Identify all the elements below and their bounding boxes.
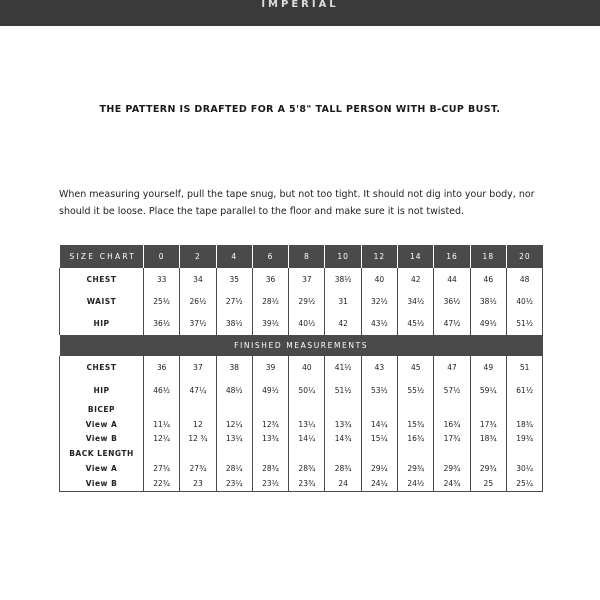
size-header: 8 bbox=[289, 245, 325, 268]
table-cell: 45½ bbox=[398, 312, 434, 335]
table-cell: 13¾ bbox=[325, 417, 361, 431]
table-row-bicep-view-b bbox=[60, 431, 543, 446]
table-cell: 27¾ bbox=[180, 461, 216, 476]
table-cell: 36½ bbox=[144, 312, 180, 335]
table-cell: 38 bbox=[216, 356, 252, 379]
table-row-chest bbox=[60, 268, 543, 290]
table-cell: 16¾ bbox=[398, 431, 434, 446]
table-cell: 28¾ bbox=[289, 461, 325, 476]
row-label: CHEST bbox=[60, 356, 144, 379]
table-cell: 47 bbox=[434, 356, 470, 379]
table-cell: 38½ bbox=[470, 290, 506, 312]
table-cell: 24 bbox=[325, 476, 361, 492]
table-cell: 12¾ bbox=[252, 417, 288, 431]
table-cell: 27½ bbox=[216, 290, 252, 312]
table-cell: 43 bbox=[361, 356, 397, 379]
table-cell bbox=[180, 402, 216, 417]
table-cell: 25½ bbox=[144, 290, 180, 312]
table-cell: 50¼ bbox=[289, 379, 325, 402]
table-cell: 35 bbox=[216, 268, 252, 290]
finished-measurements bbox=[60, 356, 543, 492]
row-label: View A bbox=[60, 417, 144, 431]
size-header: 2 bbox=[180, 245, 216, 268]
table-cell: 31 bbox=[325, 290, 361, 312]
table-cell: 29½ bbox=[289, 290, 325, 312]
table-cell bbox=[180, 446, 216, 461]
row-label: View A bbox=[60, 461, 144, 476]
table-cell: 27¾ bbox=[144, 461, 180, 476]
table-cell: 23 bbox=[180, 476, 216, 492]
table-cell bbox=[216, 446, 252, 461]
table-cell: 12 bbox=[180, 417, 216, 431]
table-cell: 59¼ bbox=[470, 379, 506, 402]
table-cell: 37 bbox=[289, 268, 325, 290]
size-header: 18 bbox=[470, 245, 506, 268]
table-cell bbox=[470, 446, 506, 461]
table-cell bbox=[398, 402, 434, 417]
table-cell bbox=[144, 402, 180, 417]
row-label: View B bbox=[60, 476, 144, 492]
table-cell: 23¼ bbox=[216, 476, 252, 492]
row-label: View B bbox=[60, 431, 144, 446]
size-header: 10 bbox=[325, 245, 361, 268]
table-cell: 13¾ bbox=[252, 431, 288, 446]
table-cell: 24¾ bbox=[434, 476, 470, 492]
table-cell bbox=[289, 446, 325, 461]
table-cell: 38½ bbox=[325, 268, 361, 290]
measuring-instructions: When measuring yourself, pull the tape snug, but not too tight. It should not dig into your body, nor should it be loose. Place the tape parallel to the floor and make sure it is not twisted. bbox=[59, 189, 535, 217]
table-cell: 48 bbox=[506, 268, 542, 290]
table-cell: 41½ bbox=[325, 356, 361, 379]
table-cell bbox=[398, 446, 434, 461]
table-cell: 40 bbox=[361, 268, 397, 290]
table-cell: 42 bbox=[398, 268, 434, 290]
table-cell: 40½ bbox=[506, 290, 542, 312]
table-cell: 29¾ bbox=[398, 461, 434, 476]
size-header: 0 bbox=[144, 245, 180, 268]
table-cell: 46 bbox=[470, 268, 506, 290]
table-cell: 39 bbox=[252, 356, 288, 379]
table-cell: 49½ bbox=[252, 379, 288, 402]
size-header: 4 bbox=[216, 245, 252, 268]
table-row-back-length-view-a bbox=[60, 461, 543, 476]
table-cell: 12¼ bbox=[216, 417, 252, 431]
table-cell bbox=[506, 402, 542, 417]
table-cell: 33 bbox=[144, 268, 180, 290]
table-cell: 26½ bbox=[180, 290, 216, 312]
table-cell: 37½ bbox=[180, 312, 216, 335]
table-cell: 42 bbox=[325, 312, 361, 335]
top-banner bbox=[0, 0, 600, 26]
table-cell: 14¾ bbox=[325, 431, 361, 446]
table-cell: 43½ bbox=[361, 312, 397, 335]
size-chart-table bbox=[59, 245, 543, 492]
table-cell: 36½ bbox=[434, 290, 470, 312]
table-cell: 24¼ bbox=[361, 476, 397, 492]
table-cell: 18¾ bbox=[470, 431, 506, 446]
table-cell: 40½ bbox=[289, 312, 325, 335]
row-label: BACK LENGTH bbox=[60, 446, 144, 461]
table-cell: 34½ bbox=[398, 290, 434, 312]
table-cell: 32½ bbox=[361, 290, 397, 312]
table-cell: 38½ bbox=[216, 312, 252, 335]
table-cell bbox=[434, 446, 470, 461]
table-cell: 34 bbox=[180, 268, 216, 290]
pattern-headline: THE PATTERN IS DRAFTED FOR A 5'8" TALL PERSON WITH B-CUP BUST. bbox=[99, 104, 501, 115]
row-label: HIP bbox=[60, 379, 144, 402]
table-row-bicep-heading bbox=[60, 402, 543, 417]
table-cell bbox=[325, 446, 361, 461]
table-cell: 25¼ bbox=[506, 476, 542, 492]
table-cell: 29¾ bbox=[434, 461, 470, 476]
size-chart-label: SIZE CHART bbox=[60, 245, 144, 268]
table-cell: 49 bbox=[470, 356, 506, 379]
table-cell: 29¼ bbox=[361, 461, 397, 476]
table-cell bbox=[216, 402, 252, 417]
table-cell bbox=[361, 402, 397, 417]
table-cell: 46½ bbox=[144, 379, 180, 402]
table-cell: 49½ bbox=[470, 312, 506, 335]
table-row-finished-hip bbox=[60, 379, 543, 402]
table-cell: 24½ bbox=[398, 476, 434, 492]
table-row-hip bbox=[60, 312, 543, 335]
table-cell: 30¼ bbox=[506, 461, 542, 476]
size-header: 6 bbox=[252, 245, 288, 268]
table-cell: 47½ bbox=[434, 312, 470, 335]
table-cell: 45 bbox=[398, 356, 434, 379]
table-cell: 48½ bbox=[216, 379, 252, 402]
table-cell: 17¾ bbox=[470, 417, 506, 431]
brand-logo-text: IMPERIAL bbox=[261, 0, 339, 10]
row-label: CHEST bbox=[60, 268, 144, 290]
table-cell bbox=[252, 446, 288, 461]
table-row-finished-chest bbox=[60, 356, 543, 379]
table-cell: 37 bbox=[180, 356, 216, 379]
table-cell: 15¼ bbox=[361, 431, 397, 446]
row-label: HIP bbox=[60, 312, 144, 335]
table-cell bbox=[434, 402, 470, 417]
table-cell bbox=[325, 402, 361, 417]
table-cell bbox=[252, 402, 288, 417]
table-cell: 51½ bbox=[325, 379, 361, 402]
table-row-back-length-heading bbox=[60, 446, 543, 461]
size-header-row bbox=[60, 245, 543, 268]
table-cell: 18¾ bbox=[506, 417, 542, 431]
table-cell bbox=[470, 402, 506, 417]
table-cell: 51 bbox=[506, 356, 542, 379]
table-cell: 12 ¾ bbox=[180, 431, 216, 446]
table-cell: 19¾ bbox=[506, 431, 542, 446]
table-cell: 15¾ bbox=[398, 417, 434, 431]
row-label: BICEP bbox=[60, 402, 144, 417]
table-row-back-length-view-b bbox=[60, 476, 543, 492]
table-cell: 14¼ bbox=[361, 417, 397, 431]
finished-measurements-label: FINISHED MEASUREMENTS bbox=[60, 335, 543, 356]
table-cell: 13¼ bbox=[216, 431, 252, 446]
size-header: 14 bbox=[398, 245, 434, 268]
table-cell bbox=[144, 446, 180, 461]
table-cell: 14¼ bbox=[289, 431, 325, 446]
size-header: 16 bbox=[434, 245, 470, 268]
table-cell: 57½ bbox=[434, 379, 470, 402]
table-cell: 13¼ bbox=[289, 417, 325, 431]
table-row-bicep-view-a bbox=[60, 417, 543, 431]
table-cell bbox=[506, 446, 542, 461]
table-cell: 44 bbox=[434, 268, 470, 290]
table-cell: 39½ bbox=[252, 312, 288, 335]
table-cell: 36 bbox=[144, 356, 180, 379]
table-cell: 16¾ bbox=[434, 417, 470, 431]
row-label: WAIST bbox=[60, 290, 144, 312]
table-cell: 36 bbox=[252, 268, 288, 290]
table-cell bbox=[361, 446, 397, 461]
table-cell: 22¾ bbox=[144, 476, 180, 492]
table-cell: 28½ bbox=[252, 290, 288, 312]
table-cell: 28¾ bbox=[325, 461, 361, 476]
table-cell: 11¼ bbox=[144, 417, 180, 431]
table-cell bbox=[289, 402, 325, 417]
size-header: 20 bbox=[506, 245, 542, 268]
table-row-waist bbox=[60, 290, 543, 312]
table-cell: 29¾ bbox=[470, 461, 506, 476]
finished-section-row bbox=[60, 335, 543, 356]
table-cell: 12¼ bbox=[144, 431, 180, 446]
table-cell: 53½ bbox=[361, 379, 397, 402]
table-cell: 17¾ bbox=[434, 431, 470, 446]
table-cell: 25 bbox=[470, 476, 506, 492]
table-cell: 47¼ bbox=[180, 379, 216, 402]
table-cell: 23½ bbox=[252, 476, 288, 492]
table-cell: 61½ bbox=[506, 379, 542, 402]
table-cell: 28¾ bbox=[252, 461, 288, 476]
size-header: 12 bbox=[361, 245, 397, 268]
table-cell: 23¾ bbox=[289, 476, 325, 492]
body-measurements bbox=[60, 268, 543, 335]
table-cell: 28¼ bbox=[216, 461, 252, 476]
table-cell: 40 bbox=[289, 356, 325, 379]
table-cell: 55½ bbox=[398, 379, 434, 402]
table-cell: 51½ bbox=[506, 312, 542, 335]
